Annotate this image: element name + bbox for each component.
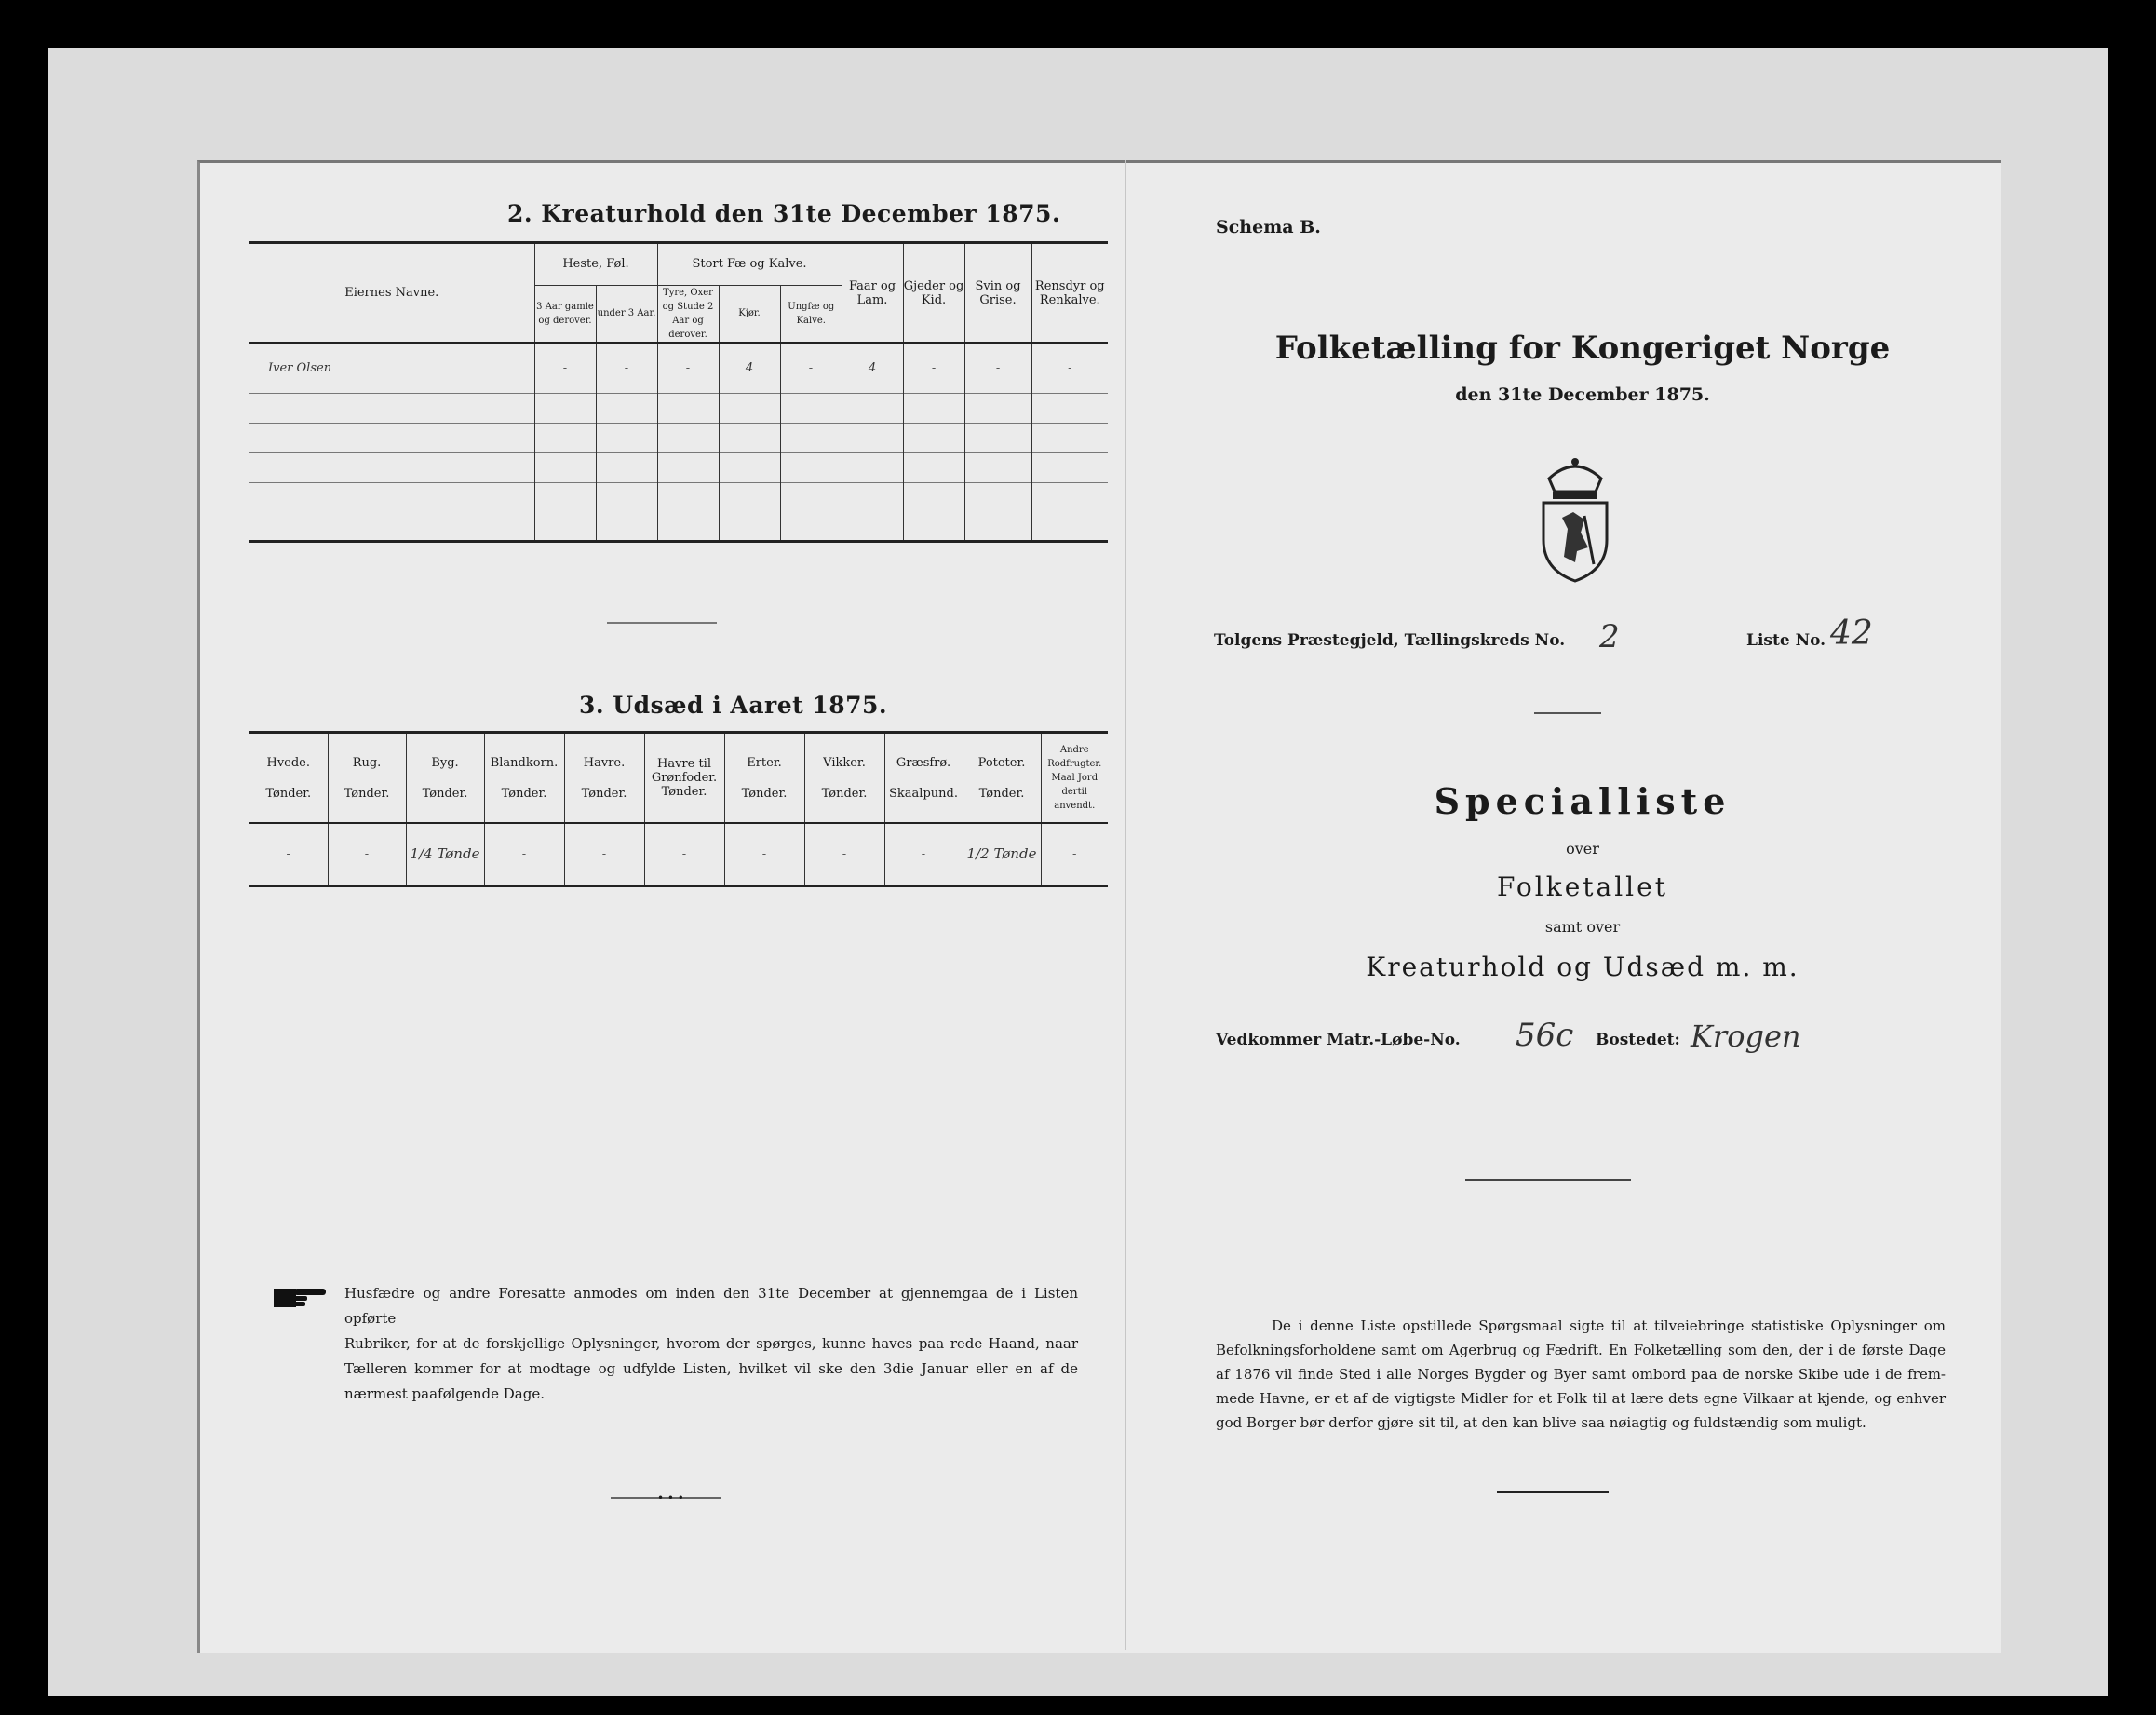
livestock-table	[249, 244, 1108, 540]
seed-cell: -	[564, 823, 644, 885]
prestegjeld-label: Tolgens Præstegjeld, Tællingskreds No.	[1214, 631, 1566, 650]
over-label: over	[1566, 840, 1599, 858]
seed-cell: 1/2 Tønde	[963, 823, 1041, 885]
seed-table	[249, 734, 1108, 885]
divider-line	[1497, 1491, 1609, 1493]
liste-number: 42	[1830, 614, 1873, 653]
header-rensdyr: Rensdyr og Renkalve.	[1034, 278, 1105, 307]
header-heste: Heste, Føl.	[534, 244, 657, 285]
norwegian-coat-of-arms-icon	[1536, 454, 1614, 583]
kreaturhold-label: Kreaturhold og Udsæd m. m.	[1366, 952, 1799, 982]
header-heste-sub1: 3 Aar gamle og derover.	[534, 285, 596, 343]
divider-line	[1465, 1179, 1631, 1181]
seed-header: Byg. Tønder.	[406, 734, 484, 823]
seed-cell: -	[804, 823, 884, 885]
specialliste-title: Specialliste	[1434, 780, 1732, 822]
livestock-cell: -	[534, 343, 596, 393]
header-gjeder: Gjeder og Kid.	[903, 244, 964, 343]
seed-header: Græsfrø. Skaalpund.	[884, 734, 963, 823]
seed-cell: -	[328, 823, 406, 885]
seed-header: Rug. Tønder.	[328, 734, 406, 823]
section2-heading: 2. Kreaturhold den 31te December 1875.	[507, 200, 1061, 227]
livestock-cell: -	[657, 343, 719, 393]
header-stort-sub2: Kjør.	[719, 285, 780, 343]
seed-cell: -	[644, 823, 724, 885]
seed-cell: -	[1072, 847, 1077, 861]
matr-label: Vedkommer Matr.-Løbe-No.	[1216, 1031, 1461, 1049]
livestock-cell: -	[964, 343, 1031, 393]
samt-over-label: samt over	[1544, 918, 1621, 936]
livestock-cell: -	[596, 343, 657, 393]
bosted-value: Krogen	[1691, 1019, 1801, 1054]
owner-name: Iver Olsen	[249, 343, 534, 393]
seed-header: Blandkorn. Tønder.	[484, 734, 564, 823]
table2-bottom-rule	[249, 540, 1108, 543]
livestock-cell: -	[903, 343, 964, 393]
divider-line	[1534, 712, 1601, 714]
folketallet-label: Folketallet	[1497, 871, 1668, 902]
header-stort-sub1: Tyre, Oxer og Stude 2 Aar og derover.	[657, 285, 719, 343]
header-stort-sub3: Ungfæ og Kalve.	[788, 301, 835, 326]
header-svin: Svin og Grise.	[964, 244, 1031, 343]
divider-line	[607, 622, 717, 624]
livestock-cell: -	[1068, 360, 1072, 375]
page-fold	[1125, 160, 1126, 1650]
seed-header: Hvede. Tønder.	[249, 734, 328, 823]
table3-bottom-rule	[249, 885, 1108, 887]
info-paragraph: De i denne Liste opstillede Spørgsmaal sigte til at tilveiebringe statistiske Oplysninger om Befolkningsforholdene samt om Agerbrug og Fædrift. En Folketælling som den, der i de første Dage af 1876 vil finde Sted i alle Norges Bygder og Byer samt ombord paa de norske Skibe ude i de frem- mede Havne, er et af de vigtigste Midler for et Folk til at lære dets egne Vilkaar at kjende, og enhver god Borger bør derfor gjøre sit til, at den kan blive saa nøiagtig og fuldstændig som muligt.	[1216, 1317, 1946, 1431]
seed-header: Vikker. Tønder.	[804, 734, 884, 823]
pointing-hand-icon	[274, 1283, 328, 1311]
livestock-cell: -	[780, 343, 842, 393]
liste-label: Liste No.	[1746, 631, 1826, 650]
kreds-number: 2	[1599, 618, 1620, 655]
section3-heading: 3. Udsæd i Aaret 1875.	[579, 692, 888, 719]
seed-header: Poteter. Tønder.	[963, 734, 1041, 823]
header-stort-fae: Stort Fæ og Kalve.	[657, 244, 842, 285]
notice-paragraph: Husfædre og andre Foresatte anmodes om inden den 31te December at gjennemgaa de i Listen opførte Rubriker, for at de forskjellige Oplysninger, hvorom der spørges, kunne haves paa rede Haand, naar Tælleren kommer for at modtage og udfylde Listen, hvilket vil ske den 3die Januar eller en af de nærmest paafølgende Dage.	[344, 1285, 1078, 1402]
title-date: den 31te December 1875.	[1455, 385, 1710, 405]
seed-header: Andre Rodfrugter. Maal Jord dertil anvendt.	[1047, 745, 1102, 811]
header-eiernes-navne: Eiernes Navne.	[249, 244, 534, 343]
seed-cell: -	[884, 823, 963, 885]
schema-label: Schema B.	[1216, 217, 1321, 237]
seed-header: Havre. Tønder.	[564, 734, 644, 823]
livestock-cell: 4	[719, 343, 780, 393]
seed-cell: -	[484, 823, 564, 885]
seed-header: Havre til Grønfoder. Tønder.	[644, 734, 724, 823]
bosted-label: Bostedet:	[1596, 1031, 1680, 1049]
seed-header: Erter. Tønder.	[724, 734, 804, 823]
seed-cell: -	[724, 823, 804, 885]
seed-cell: -	[249, 823, 328, 885]
livestock-cell: 4	[842, 343, 903, 393]
seed-cell: 1/4 Tønde	[406, 823, 484, 885]
main-title: Folketælling for Kongeriget Norge	[1274, 330, 1891, 367]
header-faar: Faar og Lam.	[842, 244, 903, 343]
divider-ornament: • • •	[657, 1492, 684, 1505]
matr-number: 56c	[1516, 1017, 1574, 1054]
header-heste-sub2: under 3 Aar.	[596, 285, 657, 343]
